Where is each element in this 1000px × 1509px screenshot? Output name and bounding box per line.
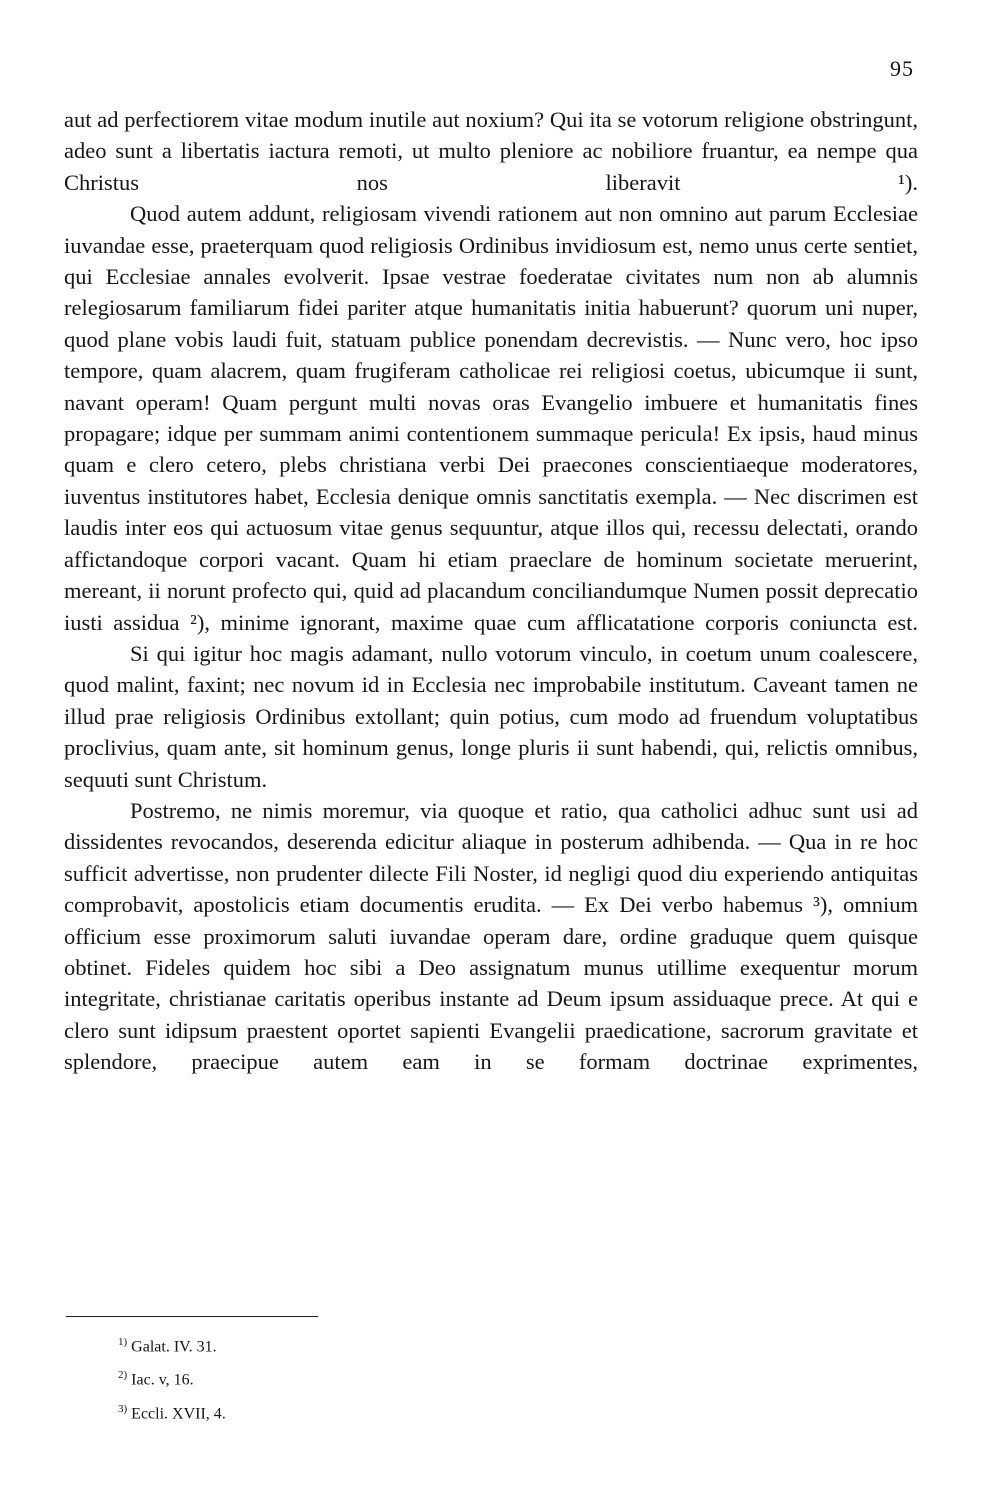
footnote-3	[118, 1395, 226, 1428]
footnote-1	[118, 1328, 226, 1361]
page-number: 95	[890, 56, 914, 81]
paragraph-4: Postremo, ne nimis moremur, via quoque et ratio, qua catholici adhuc sunt usi ad dissidentes revocandos, deserenda edicitur aliaque in posterum adhibenda. — Qua in re hoc sufficit advertisse, non prudenter dilecte Fili Noster, id negligi quod diu experiendo antiquitas comprobavit, apostolicis etiam documentis erudita. — Ex Dei verbo habemus ³), omnium officium esse proximorum saluti iuvandae operam dare, ordine graduque quem quisque obtinet. Fideles quidem hoc sibi a Deo assignatum munus utillime exequentur morum integritate, christianae caritatis operibus instante ad Deum ipsum assiduaque prece. At qui e clero sunt idipsum praestent oportet sapienti Evangelii praedicatione, sacrorum gravitate et splendore, praecipue autem eam in se formam doctrinae exprimentes,	[64, 797, 918, 1075]
footnote-2	[118, 1361, 226, 1394]
footnote-text: Galat. IV. 31.	[131, 1338, 217, 1356]
footnote-mark: 2)	[118, 1369, 128, 1382]
footnote-text: Iac. v, 16.	[131, 1371, 194, 1389]
footnote-divider	[66, 1316, 318, 1317]
footnote-mark: 3)	[118, 1402, 128, 1415]
paragraph-3: Si qui igitur hoc magis adamant, nullo votorum vinculo, in coetum unum coalescere, quod malint, faxint; nec novum id in Ecclesia nec improbabile institutum. Caveant tamen ne illud prae religiosis Ordinibus extollant; quin potius, cum modo ad fruendum voluptatibus proclivius, quam ante, sit hominum genus, longe pluris ii sunt habendi, qui, relictis omnibus, sequuti sunt Christum.	[64, 640, 918, 792]
paragraph-1: aut ad perfectiorem vitae modum inutile aut noxium? Qui ita se votorum religione obstringunt, adeo sunt a libertatis iactura remoti, ut multo pleniore ac nobiliore fruantur, ea nempe qua Christus nos liberavit ¹).	[64, 107, 918, 195]
paragraph-2: Quod autem addunt, religiosam vivendi rationem aut non omnino aut parum Ecclesiae iuvandae esse, praeterquam quod religiosis Ordinibus invidiosum est, nemo unus certe sentiet, qui Ecclesiae annales evolverit. Ipsae vestrae foederatae civitates num non ab alumnis relegiosarum familiarum fidei pariter atque humanitatis initia habuerunt? quorum uni nuper, quod plane vobis laudi fuit, statuam publice ponendam decrevistis. — Nunc vero, hoc ipso tempore, quam alacrem, quam frugiferam catholicae rei religiosi coetus, ubicumque ii sunt, navant operam! Quam pergunt multi novas oras Evangelio imbuere et humanitatis fines propagare; idque per summam animi contentionem summaque pericula! Ex ipsis, haud minus quam e clero cetero, plebs christiana verbi Dei praecones conscientiaeque moderatores, iuventus institutores habet, Ecclesia denique omnis sanctitatis exempla. — Nec discrimen est laudis inter eos qui actuosum vitae genus sequuntur, atque illos qui, recessu delectati, orando affictandoque corpori vacant. Quam hi etiam praeclare de hominum societate meruerint, mereant, ii norunt profecto qui, quid ad placandum conciliandumque Numen possit deprecatio iusti assidua ²), minime ignorant, maxime quae cum afflicatatione corporis coniuncta est.	[64, 201, 918, 635]
footnote-mark: 1)	[118, 1336, 128, 1348]
footnote-text: Eccli. XVII, 4.	[131, 1404, 226, 1422]
body-text	[64, 104, 918, 1078]
footnotes	[118, 1328, 226, 1428]
